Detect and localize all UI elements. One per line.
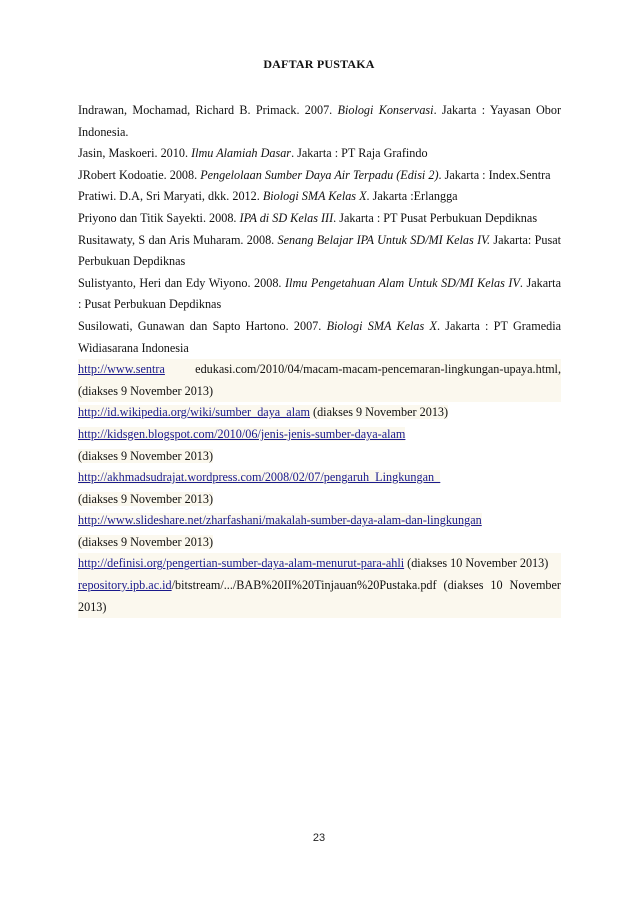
reference-access-note: (diakses 9 November 2013): [309, 405, 449, 420]
reference-list: [78, 100, 561, 618]
reference-link[interactable]: http://kidsgen.blogspot.com/2010/06/jenis-jenis-sumber-daya-alam: [78, 426, 406, 441]
reference-publisher: Jakarta: Pusat Perbukuan Depdiknas: [78, 232, 562, 269]
reference-access-note: (diakses 9 November 2013): [78, 448, 214, 463]
reference-title: Senang Belajar IPA Untuk SD/MI Kelas IV.: [277, 232, 491, 247]
page-number: 23: [312, 832, 326, 844]
reference-author-year: Sulistyanto, Heri dan Edy Wiyono. 2008.: [78, 275, 285, 290]
reference-author-year: Jasin, Maskoeri. 2010.: [78, 146, 192, 161]
web-reference-entry: [78, 402, 561, 424]
reference-publisher: . Jakarta :Erlangga: [366, 189, 458, 204]
reference-title: Biologi Konservasi: [337, 103, 434, 117]
reference-entry: [78, 316, 561, 359]
reference-access-note: /bitstream/.../BAB%20II%20Tinjauan%20Pustaka.pdf (diakses 10 November 2013): [78, 578, 561, 614]
reference-author-year: JRobert Kodoatie. 2008.: [78, 167, 201, 182]
reference-entry: [78, 165, 561, 187]
reference-title: Pengelolaan Sumber Daya Air Terpadu (Edisi 2): [200, 167, 439, 182]
reference-author-year: Susilowati, Gunawan dan Sapto Hartono. 2007.: [78, 318, 327, 333]
reference-publisher: . Jakarta : PT Gramedia Widiasarana Indonesia: [78, 318, 561, 355]
reference-title: Biologi SMA Kelas X: [326, 318, 437, 333]
reference-entry: [78, 273, 561, 316]
web-reference-entry: [78, 510, 561, 553]
reference-title: Ilmu Pengetahuan Alam Untuk SD/MI Kelas IV: [285, 275, 520, 290]
reference-access-note: edukasi.com/2010/04/macam-macam-pencemaran-lingkungan-upaya.html, (diakses 9 November 2013): [78, 362, 561, 398]
web-reference-entry: [78, 424, 561, 467]
web-reference-entry: [78, 575, 561, 618]
reference-entry: [78, 230, 561, 273]
reference-author-year: Indrawan, Mochamad, Richard B. Primack. 2007.: [78, 103, 338, 117]
reference-link[interactable]: repository.ipb.ac.id: [78, 578, 172, 593]
web-reference-entry: [78, 467, 561, 510]
reference-access-note: (diakses 10 November 2013): [404, 556, 549, 571]
reference-author-year: Pratiwi. D.A, Sri Maryati, dkk. 2012.: [78, 189, 263, 204]
page-title: DAFTAR PUSTAKA: [263, 57, 375, 71]
reference-link[interactable]: http://www.slideshare.net/zharfashani/makalah-sumber-daya-alam-dan-lingkungan: [78, 513, 482, 528]
reference-publisher: . Jakarta : PT Pusat Perbukuan Depdiknas: [333, 210, 538, 225]
reference-title: Ilmu Alamiah Dasar: [191, 146, 292, 161]
reference-link[interactable]: http://www.sentra: [78, 362, 165, 377]
reference-entry: [78, 208, 561, 230]
reference-title: Biologi SMA Kelas X: [262, 189, 367, 204]
reference-access-note: (diakses 9 November 2013): [78, 534, 214, 549]
web-reference-entry: [78, 359, 561, 402]
reference-title: IPA di SD Kelas III: [239, 210, 334, 225]
reference-entry: [78, 186, 561, 208]
reference-publisher: . Jakarta : Index.Sentra: [438, 167, 551, 182]
reference-link[interactable]: http://id.wikipedia.org/wiki/sumber_daya_alam: [78, 405, 310, 420]
reference-access-note: (diakses 9 November 2013): [78, 491, 214, 506]
web-reference-entry: [78, 553, 561, 575]
reference-author-year: Priyono dan Titik Sayekti. 2008.: [78, 210, 240, 225]
reference-entry: [78, 143, 561, 165]
reference-entry: [78, 100, 561, 143]
reference-link[interactable]: http://akhmadsudrajat.wordpress.com/2008/02/07/pengaruh_Lingkungan_: [78, 470, 441, 485]
reference-publisher: . Jakarta : Yayasan Obor Indonesia.: [78, 103, 562, 139]
reference-publisher: . Jakarta : Pusat Perbukuan Depdiknas: [78, 275, 561, 312]
reference-author-year: Rusitawaty, S dan Aris Muharam. 2008.: [78, 232, 278, 247]
reference-link[interactable]: http://definisi.org/pengertian-sumber-daya-alam-menurut-para-ahli: [78, 556, 405, 571]
reference-publisher: . Jakarta : PT Raja Grafindo: [291, 146, 428, 161]
